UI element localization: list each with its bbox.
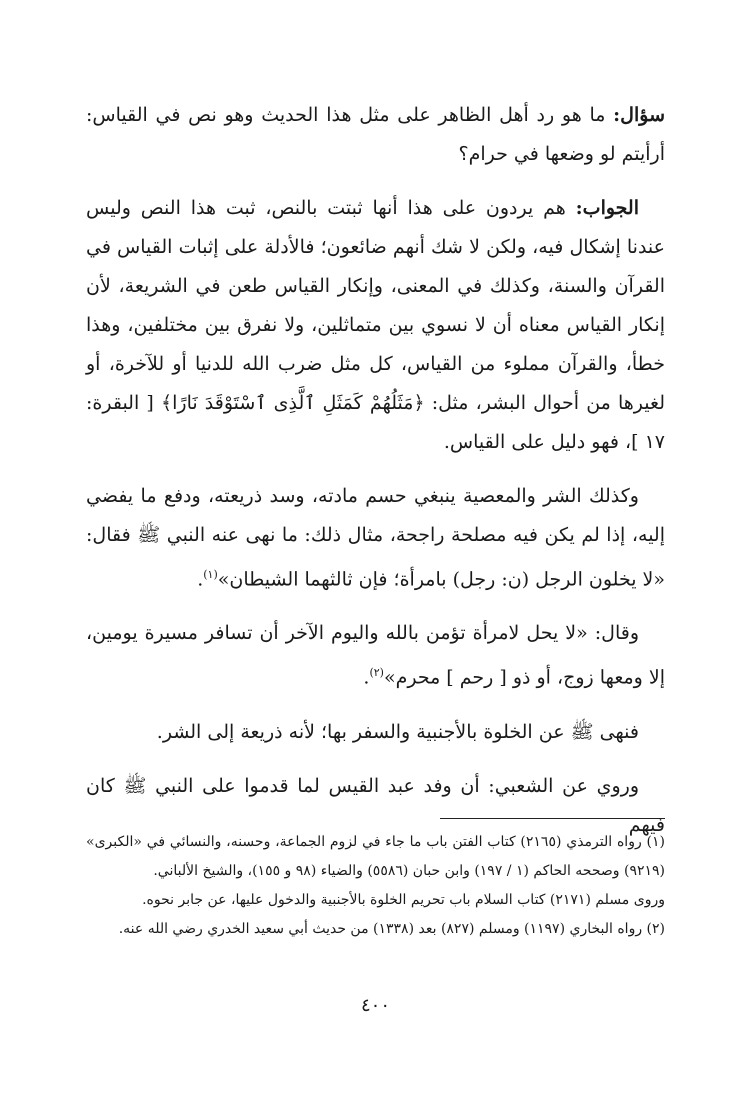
paragraph-shabi-text: وروي عن الشعبي: أن وفد عبد القيس لما قدموا على النبي ﷺ كان فيهم (86, 774, 665, 836)
paragraph-travel-text: وقال: «لا يحل لامرأة تؤمن بالله واليوم الآخر أن تسافر مسيرة يومين، إلا ومعها زوج، أو ذو [ رحم ] محرم» (86, 622, 665, 689)
footnote-ref-1: (١) (203, 568, 218, 581)
answer-paragraph (86, 189, 665, 462)
main-text (86, 96, 665, 860)
page-number: ٤٠٠ (360, 995, 390, 1016)
verse-reference: [ البقرة: ١٧ ]، (86, 392, 665, 453)
paragraph-evil-text: وكذلك الشر والمعصية ينبغي حسم مادته، وسد ذريعته، ودفع ما يفضي إليه، إذا لم يكن فيه مصلحة راجحة، مثال ذلك: ما نهى عنه النبي ﷺ فقال: «لا يخلون الرجل (ن: رجل) بامرأة؛ فإن ثالثهما الشيطان» (86, 485, 665, 591)
paragraph-evil-end: . (197, 568, 204, 591)
answer-text-b: فهو دليل على القياس. (443, 431, 619, 453)
quran-verse: ﴿مَثَلُهُمْ كَمَثَلِ ٱلَّذِى ٱسْتَوْقَدَ نَارًا﴾ (160, 392, 425, 414)
footnote-ref-2: (٢) (369, 666, 384, 680)
answer-label: الجواب: (575, 197, 639, 219)
paragraph-prohibition-text: فنهى ﷺ عن الخلوة بالأجنبية والسفر بها؛ لأنه ذريعة إلى الشر. (156, 720, 639, 743)
paragraph-travel (86, 614, 665, 697)
footnotes (86, 828, 665, 944)
footnote-2: (٢) رواه البخاري (١١٩٧) ومسلم (٨٢٧) بعد (١٣٣٨) من حديث أبي سعيد الخدري رضي الله عنه. (118, 921, 665, 937)
question-label: سؤال: (613, 104, 665, 126)
question-paragraph (86, 96, 665, 174)
question-text: ما هو رد أهل الظاهر على مثل هذا الحديث وهو نص في القياس: أرأيتم لو وضعها في حرام؟ (86, 104, 665, 165)
footnote-1: (١) رواه الترمذي (٢١٦٥) كتاب الفتن باب ما جاء في لزوم الجماعة، وحسنه، والنسائي في «الكبرى» (٩٢١٩) وصححه الحاكم (١ / ١٩٧) وابن حبان (٥٥٨٦) والضياء (٩٨ و ١٥٥)، والشيخ الألباني. (86, 834, 665, 879)
footnote-1-extra: وروى مسلم (٢١٧١) كتاب السلام باب تحريم الخلوة بالأجنبية والدخول عليها، عن جابر نحوه. (142, 892, 665, 908)
footnote-divider (440, 818, 665, 819)
paragraph-prohibition (86, 713, 665, 752)
answer-text-a: هم يردون على هذا أنها ثبتت بالنص، ثبت هذا النص وليس عندنا إشكال فيه، ولكن لا شك أنهم ضائعون؛ فالأدلة على إثبات القياس في القرآن والسنة، وكذلك في المعنى، وإنكار القياس طعن في الشريعة، لأن إنكار القياس معناه أن لا نسوي بين متماثلين، ولا نفرق بين مختلفين، وهذا خطأ، والقرآن مملوء من القياس، كل مثل ضرب الله للدنيا أو للآخرة، أو لغيرها من أحوال البشر، مثل: (86, 197, 665, 414)
paragraph-travel-end: . (363, 666, 370, 689)
paragraph-evil (86, 477, 665, 599)
